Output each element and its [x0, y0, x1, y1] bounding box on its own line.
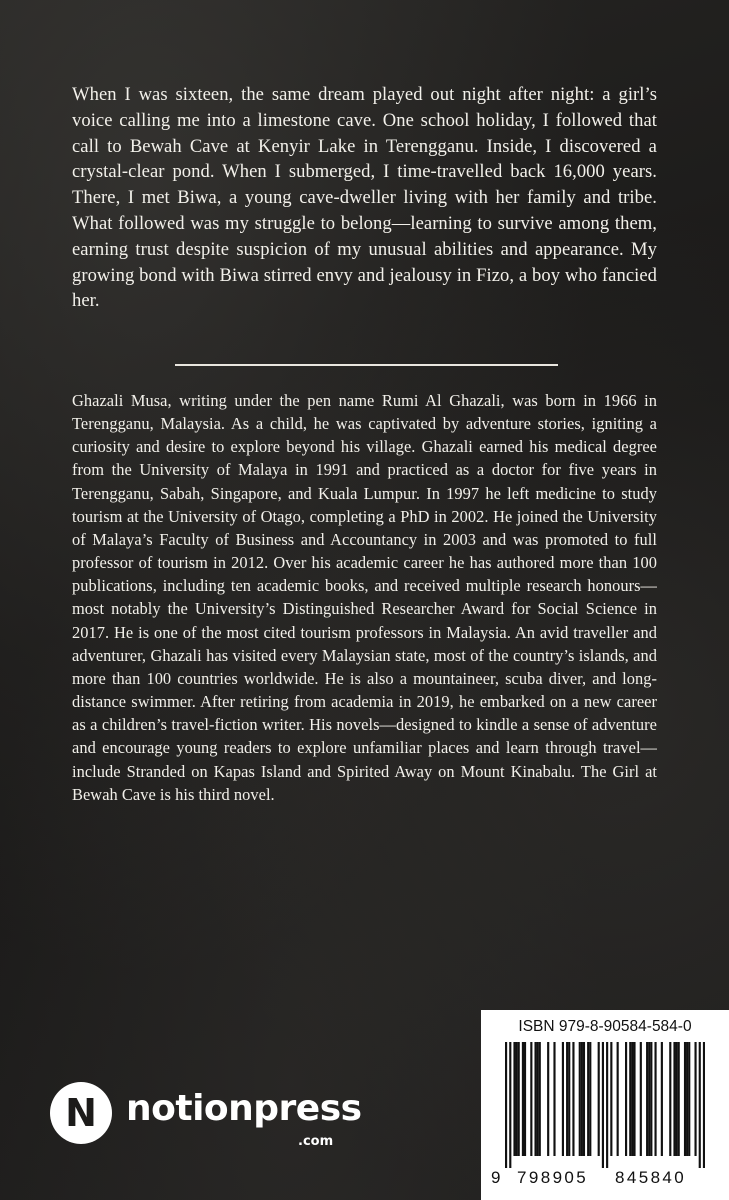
- barcode-bar: [678, 1042, 680, 1156]
- barcode-bar: [572, 1042, 574, 1156]
- barcode-bar: [587, 1042, 589, 1156]
- logo-letter: N: [65, 1091, 97, 1135]
- barcode-bar: [650, 1042, 652, 1156]
- publisher-name: notionpress: [126, 1088, 362, 1129]
- barcode-bar: [509, 1042, 511, 1168]
- barcode-bar: [631, 1042, 633, 1156]
- author-bio: Ghazali Musa, writing under the pen name Rumi Al Ghazali, was born in 1966 in Terengganu, Malaysia. As a child, he was captivated by adventure stories, igniting a curiosity and desire to explore beyond his village. Ghazali earned his medical degree from the University of Malaya in 1991 and practiced as a doctor for five years in Terengganu, Sabah, Singapore, and Kuala Lumpur. In 1997 he left medicine to study tourism at the University of Otago, completing a PhD in 2002. He joined the University of Malaya’s Faculty of Business and Accountancy in 2003 and was promoted to full professor of tourism in 2012. Over his academic career he has authored more than 100 publications, including ten academic books, and received multiple research honours—most notably the University’s Distinguished Researcher Award for Social Science in 2017. He is one of the most cited tourism professors in Malaysia. An avid traveller and adventurer, Ghazali has visited every Malaysian state, most of the country’s islands, and more than 100 countries worldwide. He is also a mountaineer, scuba diver, and long-distance swimmer. After retiring from academia in 2019, he embarked on a new career as a children’s travel-fiction writer. His novels—designed to kindle a sense of adventure and encourage young readers to explore unfamiliar places and learn through travel—include Stranded on Kapas Island and Spirited Away on Mount Kinabalu. The Girl at Bewah Cave is his third novel.: [72, 391, 657, 804]
- barcode-bar: [646, 1042, 648, 1156]
- barcode-bar: [513, 1042, 515, 1156]
- barcode-bar: [534, 1042, 536, 1156]
- barcode-bar: [703, 1042, 705, 1168]
- barcode-bar: [589, 1042, 591, 1156]
- barcode-bar: [518, 1042, 520, 1156]
- book-synopsis: When I was sixteen, the same dream played out night after night: a girl’s voice calling me into a limestone cave. One school holiday, I followed that call to Bewah Cave at Kenyir Lake in Terengganu. Inside, I discovered a crystal-clear pond. When I submerged, I time-travelled back 16,000 years. There, I met Biwa, a young cave-dweller living with her family and tribe. What followed was my struggle to belong—learning to survive among them, earning trust despite suspicion of my unusual abilities and appearance. My growing bond with Biwa stirred envy and jealousy in Fizo, a boy who fancied her.: [72, 84, 657, 312]
- barcode-bar: [625, 1042, 627, 1156]
- barcode-bar: [602, 1042, 604, 1168]
- barcode-bar: [579, 1042, 581, 1156]
- barcode-bar: [661, 1042, 663, 1156]
- barcode-bar: [688, 1042, 690, 1156]
- isbn-label: ISBN 979-8-90584-584-0: [518, 1018, 692, 1035]
- barcode-bar: [522, 1042, 524, 1156]
- barcode-bar: [524, 1042, 526, 1156]
- barcode-bar: [566, 1042, 568, 1156]
- barcode-bar: [547, 1042, 549, 1156]
- barcode-bar: [654, 1042, 656, 1156]
- barcode-bar: [553, 1042, 555, 1156]
- barcode-bar: [598, 1042, 600, 1156]
- barcode-bar: [568, 1042, 570, 1156]
- section-divider: [175, 364, 558, 366]
- barcode-bar: [648, 1042, 650, 1156]
- barcode-bar: [629, 1042, 631, 1156]
- publisher-domain: .com: [298, 1134, 334, 1149]
- notionpress-logo-icon: [48, 1080, 114, 1146]
- barcode-bar: [673, 1042, 675, 1156]
- barcode-bar: [606, 1042, 608, 1168]
- barcode-bar: [699, 1042, 701, 1168]
- barcode-bar: [640, 1042, 642, 1156]
- barcode-bar: [530, 1042, 532, 1156]
- barcode-bar: [581, 1042, 583, 1156]
- barcode-bar: [684, 1042, 686, 1156]
- barcode-digits-right: 845840: [615, 1168, 687, 1187]
- barcode-bars: [505, 1042, 705, 1168]
- barcode-bar: [676, 1042, 678, 1156]
- barcode-digit-first: 9: [491, 1168, 501, 1187]
- barcode-bar: [617, 1042, 619, 1156]
- barcode-digits-left: 798905: [517, 1168, 589, 1187]
- barcode-bar: [669, 1042, 671, 1156]
- isbn-barcode: [481, 1010, 729, 1200]
- barcode-bar: [694, 1042, 696, 1156]
- barcode-bar: [583, 1042, 585, 1156]
- barcode-bar: [610, 1042, 612, 1156]
- barcode-bar: [516, 1042, 518, 1156]
- barcode-bar: [537, 1042, 539, 1156]
- barcode-bar: [505, 1042, 507, 1168]
- publisher-logo: [48, 1080, 378, 1160]
- barcode-bar: [539, 1042, 541, 1156]
- barcode-bar: [633, 1042, 635, 1156]
- barcode-bar: [562, 1042, 564, 1156]
- barcode-bar: [686, 1042, 688, 1156]
- barcode-digits: [487, 1168, 723, 1190]
